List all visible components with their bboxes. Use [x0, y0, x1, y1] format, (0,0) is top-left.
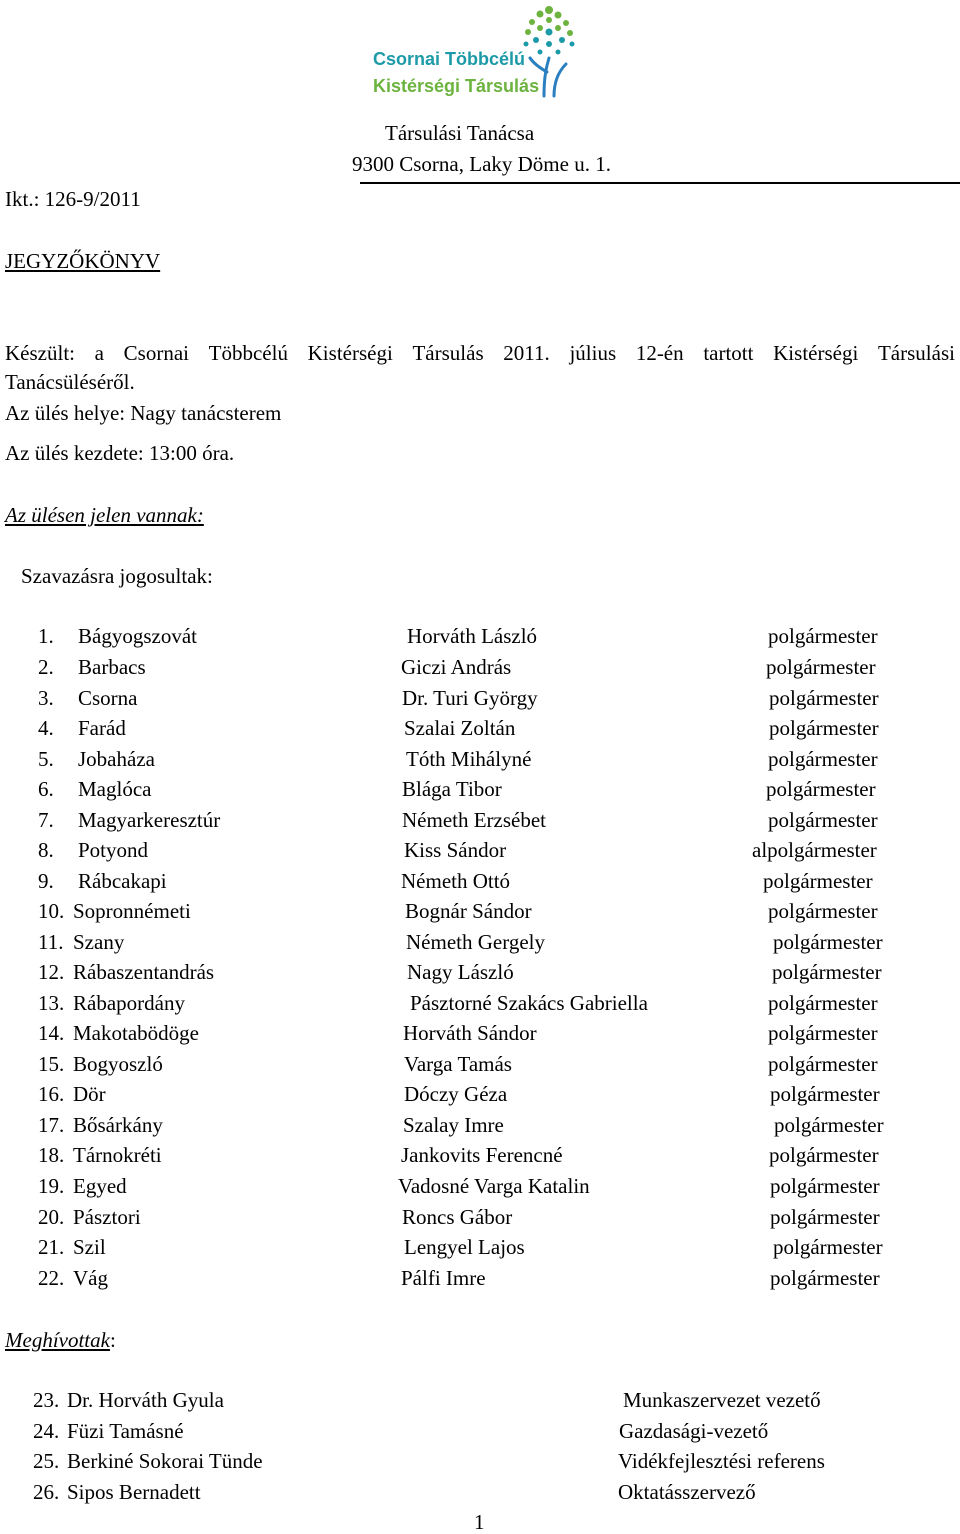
- voter-name: Szalai Zoltán: [404, 716, 516, 740]
- invited-number: 23.: [33, 1388, 60, 1412]
- voter-place: Sopronnémeti: [73, 899, 191, 923]
- voter-role: polgármester: [769, 716, 879, 740]
- voters-heading: Szavazásra jogosultak:: [21, 564, 213, 588]
- invited-number: 24.: [33, 1419, 60, 1443]
- intro-word: a: [94, 341, 104, 365]
- invited-role: Gazdasági-vezető: [619, 1419, 769, 1443]
- voter-place: Bágyogszovát: [78, 624, 197, 648]
- invited-number: 26.: [33, 1480, 60, 1504]
- voter-role: polgármester: [768, 808, 878, 832]
- voter-place: Bogyoszló: [73, 1052, 163, 1076]
- invited-number: 25.: [33, 1449, 60, 1473]
- voter-place: Maglóca: [78, 777, 152, 801]
- voter-role: polgármester: [768, 747, 878, 771]
- voter-name: Kiss Sándor: [404, 838, 507, 862]
- voter-place: Farád: [78, 716, 126, 740]
- voter-name: Giczi András: [401, 655, 512, 679]
- voter-role: polgármester: [763, 869, 873, 893]
- voter-name: Németh Ottó: [401, 869, 511, 893]
- voter-name: Németh Gergely: [406, 930, 545, 954]
- voter-role: polgármester: [768, 1021, 878, 1045]
- voter-name: Blága Tibor: [402, 777, 502, 801]
- voter-number: 10.: [38, 899, 65, 923]
- voter-role: polgármester: [766, 655, 876, 679]
- header-rule: [360, 182, 960, 184]
- voter-place: Magyarkeresztúr: [78, 808, 221, 832]
- invited-name: Füzi Tamásné: [67, 1419, 184, 1443]
- voter-place: Csorna: [78, 686, 138, 710]
- logo-line-2: Kistérségi Társulás: [373, 76, 540, 96]
- voter-number: 12.: [38, 960, 65, 984]
- header-org: Társulási Tanácsa: [385, 121, 535, 145]
- voter-name: Németh Erzsébet: [402, 808, 547, 832]
- invited-name: Dr. Horváth Gyula: [67, 1388, 224, 1412]
- voter-role: polgármester: [772, 960, 882, 984]
- voter-place: Rábaszentandrás: [73, 960, 215, 984]
- voter-place: Jobaháza: [78, 747, 155, 771]
- voter-role: polgármester: [770, 1266, 880, 1290]
- voter-name: Horváth László: [407, 624, 538, 648]
- voter-name: Bognár Sándor: [405, 899, 532, 923]
- voter-role: polgármester: [768, 991, 878, 1015]
- invited-role: Oktatásszervező: [618, 1480, 756, 1504]
- voter-name: Lengyel Lajos: [404, 1235, 525, 1259]
- voter-role: polgármester: [770, 1205, 880, 1229]
- voter-role: alpolgármester: [752, 838, 877, 862]
- voter-name: Dóczy Géza: [404, 1082, 508, 1106]
- voter-place: Bősárkány: [73, 1113, 163, 1137]
- voter-place: Szany: [73, 930, 125, 954]
- voter-number: 21.: [38, 1235, 65, 1259]
- meeting-place: Az ülés helye: Nagy tanácsterem: [5, 401, 282, 425]
- intro-word: 2011.: [503, 341, 550, 365]
- voter-number: 4.: [38, 716, 54, 740]
- invited-name: Berkiné Sokorai Tünde: [67, 1449, 263, 1473]
- voter-number: 5.: [38, 747, 54, 771]
- voter-role: polgármester: [769, 1143, 879, 1167]
- voter-place: Rábapordány: [73, 991, 185, 1015]
- voter-number: 16.: [38, 1082, 65, 1106]
- voter-name: Roncs Gábor: [402, 1205, 513, 1229]
- voter-place: Barbacs: [78, 655, 146, 679]
- voter-role: polgármester: [774, 1113, 884, 1137]
- voter-place: Vág: [73, 1266, 108, 1290]
- voter-number: 6.: [38, 777, 54, 801]
- voter-name: Tóth Mihályné: [406, 747, 532, 771]
- intro-word: Kistérségi: [773, 341, 859, 365]
- intro-word: Kistérségi: [307, 341, 393, 365]
- voter-number: 20.: [38, 1205, 65, 1229]
- voter-name: Pálfi Imre: [401, 1266, 486, 1290]
- voter-role: polgármester: [770, 1082, 880, 1106]
- voter-place: Makotabödöge: [73, 1021, 199, 1045]
- voter-role: polgármester: [773, 930, 883, 954]
- invited-role: Vidékfejlesztési referens: [618, 1449, 825, 1473]
- voter-name: Jankovits Ferencné: [401, 1143, 563, 1167]
- invited-name: Sipos Bernadett: [67, 1480, 201, 1504]
- voter-place: Dör: [73, 1082, 106, 1106]
- intro-line-2: Tanácsüléséről.: [5, 370, 135, 394]
- voter-name: Dr. Turi György: [402, 686, 538, 710]
- invited-colon: :: [109, 1328, 116, 1352]
- present-heading: Az ülésen jelen vannak:: [5, 503, 204, 527]
- intro-word: Készült:: [5, 341, 75, 365]
- voter-place: Egyed: [73, 1174, 127, 1198]
- logo-line-1: Csornai Többcélú: [373, 49, 526, 69]
- intro-word: Társulás: [412, 341, 484, 365]
- voter-name: Nagy László: [407, 960, 514, 984]
- voter-role: polgármester: [773, 1235, 883, 1259]
- voter-name: Varga Tamás: [404, 1052, 512, 1076]
- meeting-start: Az ülés kezdete: 13:00 óra.: [5, 441, 235, 465]
- intro-line-1: [5, 343, 955, 364]
- voter-number: 17.: [38, 1113, 65, 1137]
- voter-number: 14.: [38, 1021, 65, 1045]
- voter-role: polgármester: [770, 1174, 880, 1198]
- voter-place: Tárnokréti: [73, 1143, 162, 1167]
- intro-word: 12-én: [635, 341, 684, 365]
- voter-role: polgármester: [768, 899, 878, 923]
- invited-heading-line: [5, 1330, 116, 1351]
- intro-word: tartott: [703, 341, 754, 365]
- invited-heading: Meghívottak: [5, 1328, 110, 1352]
- voter-number: 19.: [38, 1174, 65, 1198]
- voter-place: Pásztori: [73, 1205, 141, 1229]
- voter-place: Rábcakapi: [78, 869, 167, 893]
- voter-role: polgármester: [768, 624, 878, 648]
- voter-role: polgármester: [769, 686, 879, 710]
- voter-name: Szalay Imre: [403, 1113, 504, 1137]
- voter-role: polgármester: [768, 1052, 878, 1076]
- intro-word: Csornai: [123, 341, 189, 365]
- voter-number: 7.: [38, 808, 54, 832]
- intro-word: július: [569, 341, 617, 365]
- intro-word: Társulási: [877, 341, 955, 365]
- voter-number: 18.: [38, 1143, 65, 1167]
- voter-name: Pásztorné Szakács Gabriella: [410, 991, 648, 1015]
- voter-number: 22.: [38, 1266, 65, 1290]
- invited-role: Munkaszervezet vezető: [623, 1388, 821, 1412]
- voter-number: 13.: [38, 991, 65, 1015]
- ikt-number: Ikt.: 126-9/2011: [5, 187, 141, 211]
- page-number: 1: [474, 1510, 485, 1534]
- intro-word: Többcélú: [208, 341, 288, 365]
- voter-place: Potyond: [78, 838, 149, 862]
- voter-name: Vadosné Varga Katalin: [398, 1174, 590, 1198]
- voter-number: 3.: [38, 686, 54, 710]
- voter-place: Szil: [73, 1235, 106, 1259]
- voter-role: polgármester: [766, 777, 876, 801]
- voter-number: 2.: [38, 655, 54, 679]
- voter-number: 15.: [38, 1052, 65, 1076]
- voter-name: Horváth Sándor: [403, 1021, 537, 1045]
- document-title: JEGYZŐKÖNYV: [5, 249, 161, 273]
- voter-number: 11.: [38, 930, 64, 954]
- voter-number: 9.: [38, 869, 54, 893]
- header-address: 9300 Csorna, Laky Döme u. 1.: [352, 152, 611, 176]
- voter-number: 8.: [38, 838, 54, 862]
- voter-number: 1.: [38, 624, 54, 648]
